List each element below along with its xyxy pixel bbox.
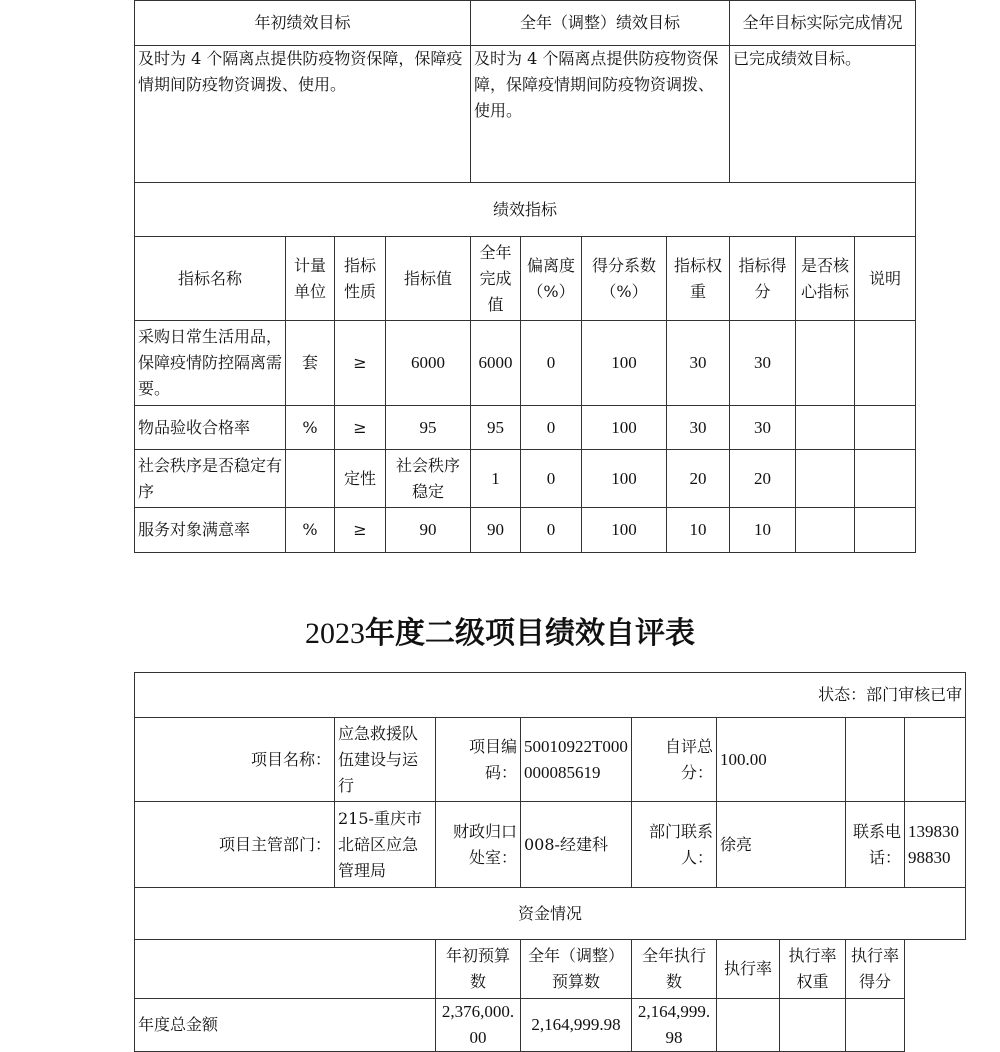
header-rate-weight: 执行率权重 bbox=[780, 940, 846, 999]
indicator-deviation: 0 bbox=[521, 321, 582, 406]
office-value: 008-经建科 bbox=[521, 802, 632, 888]
goal-actual-header: 全年目标实际完成情况 bbox=[730, 1, 916, 46]
indicator-name: 社会秩序是否稳定有序 bbox=[135, 450, 286, 508]
empty-cell bbox=[846, 999, 905, 1052]
table-row bbox=[135, 450, 916, 508]
project-info-row bbox=[135, 718, 966, 802]
header-score: 指标得分 bbox=[730, 237, 796, 321]
contact-label: 部门联系人： bbox=[632, 802, 717, 888]
indicator-nature: 定性 bbox=[335, 450, 386, 508]
performance-goals-table bbox=[134, 0, 916, 553]
header-core: 是否核心指标 bbox=[796, 237, 855, 321]
goal-adjusted-header: 全年（调整）绩效目标 bbox=[471, 1, 730, 46]
header-note: 说明 bbox=[855, 237, 916, 321]
table-row bbox=[135, 999, 966, 1052]
indicator-unit: % bbox=[286, 406, 335, 450]
indicator-deviation: 0 bbox=[521, 508, 582, 553]
department-value: 215-重庆市北碚区应急管理局 bbox=[335, 802, 436, 888]
phone-label: 联系电话： bbox=[846, 802, 905, 888]
goal-actual-text: 已完成绩效目标。 bbox=[730, 46, 916, 183]
total-amount-label: 年度总金额 bbox=[135, 999, 436, 1052]
phone-value: 13983098830 bbox=[905, 802, 966, 888]
indicator-name: 服务对象满意率 bbox=[135, 508, 286, 553]
empty-cell bbox=[905, 718, 966, 802]
total-adjusted-budget: 2,164,999.98 bbox=[521, 999, 632, 1052]
title-text: 年度二级项目绩效自评表 bbox=[365, 617, 695, 650]
self-score-value: 100.00 bbox=[717, 718, 846, 802]
table-row bbox=[135, 406, 916, 450]
department-label: 项目主管部门： bbox=[135, 802, 335, 888]
title-year: 2023 bbox=[305, 617, 365, 650]
header-value: 指标值 bbox=[386, 237, 471, 321]
funds-section-title: 资金情况 bbox=[135, 888, 966, 940]
indicator-actual: 6000 bbox=[471, 321, 521, 406]
header-actual: 全年完成值 bbox=[471, 237, 521, 321]
status-badge: 状态：部门审核已审 bbox=[135, 673, 966, 718]
indicator-core bbox=[796, 321, 855, 406]
indicators-header-row bbox=[135, 237, 916, 321]
indicator-deviation: 0 bbox=[521, 406, 582, 450]
project-self-evaluation-table bbox=[134, 672, 966, 1052]
indicator-weight: 20 bbox=[667, 450, 730, 508]
indicator-actual: 1 bbox=[471, 450, 521, 508]
indicator-actual: 95 bbox=[471, 406, 521, 450]
indicator-coefficient: 100 bbox=[582, 406, 667, 450]
goal-initial-text: 及时为 4 个隔离点提供防疫物资保障，保障疫情期间防疫物资调拨、使用。 bbox=[135, 46, 471, 183]
empty-cell bbox=[135, 940, 436, 999]
indicator-note bbox=[855, 508, 916, 553]
indicator-nature: ≥ bbox=[335, 508, 386, 553]
project-dept-row bbox=[135, 802, 966, 888]
indicator-unit bbox=[286, 450, 335, 508]
header-weight: 指标权重 bbox=[667, 237, 730, 321]
project-name-label: 项目名称： bbox=[135, 718, 335, 802]
indicator-name: 物品验收合格率 bbox=[135, 406, 286, 450]
header-deviation: 偏离度（%） bbox=[521, 237, 582, 321]
indicator-unit: % bbox=[286, 508, 335, 553]
total-executed: 2,164,999.98 bbox=[632, 999, 717, 1052]
indicator-value: 90 bbox=[386, 508, 471, 553]
indicator-deviation: 0 bbox=[521, 450, 582, 508]
empty-cell bbox=[780, 999, 846, 1052]
indicator-note bbox=[855, 321, 916, 406]
indicator-coefficient: 100 bbox=[582, 508, 667, 553]
self-score-label: 自评总分： bbox=[632, 718, 717, 802]
indicator-weight: 30 bbox=[667, 321, 730, 406]
indicator-core bbox=[796, 406, 855, 450]
indicator-nature: ≥ bbox=[335, 406, 386, 450]
empty-cell bbox=[717, 999, 780, 1052]
indicator-unit: 套 bbox=[286, 321, 335, 406]
indicator-actual: 90 bbox=[471, 508, 521, 553]
indicators-section-title: 绩效指标 bbox=[135, 183, 916, 237]
contact-value: 徐亮 bbox=[717, 802, 846, 888]
indicator-value: 社会秩序稳定 bbox=[386, 450, 471, 508]
header-indicator-name: 指标名称 bbox=[135, 237, 286, 321]
table-row bbox=[135, 508, 916, 553]
indicator-weight: 30 bbox=[667, 406, 730, 450]
header-execution-rate: 执行率 bbox=[717, 940, 780, 999]
goal-initial-header: 年初绩效目标 bbox=[135, 1, 471, 46]
project-code-label: 项目编码： bbox=[436, 718, 521, 802]
header-nature: 指标性质 bbox=[335, 237, 386, 321]
indicator-core bbox=[796, 508, 855, 553]
indicator-note bbox=[855, 450, 916, 508]
office-label: 财政归口处室： bbox=[436, 802, 521, 888]
indicator-name: 采购日常生活用品，保障疫情防控隔离需要。 bbox=[135, 321, 286, 406]
table-row bbox=[135, 321, 916, 406]
indicator-value: 95 bbox=[386, 406, 471, 450]
indicator-coefficient: 100 bbox=[582, 321, 667, 406]
project-code-value: 50010922T000000085619 bbox=[521, 718, 632, 802]
goal-adjusted-text: 及时为 4 个隔离点提供防疫物资保障，保障疫情期间防疫物资调拨、使用。 bbox=[471, 46, 730, 183]
indicator-score: 10 bbox=[730, 508, 796, 553]
indicator-score: 30 bbox=[730, 321, 796, 406]
indicator-weight: 10 bbox=[667, 508, 730, 553]
indicator-core bbox=[796, 450, 855, 508]
header-coefficient: 得分系数（%） bbox=[582, 237, 667, 321]
header-adjusted-budget: 全年（调整）预算数 bbox=[521, 940, 632, 999]
page-title bbox=[0, 612, 1000, 656]
indicator-score: 30 bbox=[730, 406, 796, 450]
project-name-value: 应急救援队伍建设与运行 bbox=[335, 718, 436, 802]
indicator-value: 6000 bbox=[386, 321, 471, 406]
indicator-note bbox=[855, 406, 916, 450]
funds-header-row bbox=[135, 940, 966, 999]
indicator-nature: ≥ bbox=[335, 321, 386, 406]
header-unit: 计量单位 bbox=[286, 237, 335, 321]
empty-cell bbox=[846, 718, 905, 802]
header-initial-budget: 年初预算数 bbox=[436, 940, 521, 999]
indicator-score: 20 bbox=[730, 450, 796, 508]
header-executed: 全年执行数 bbox=[632, 940, 717, 999]
total-initial-budget: 2,376,000.00 bbox=[436, 999, 521, 1052]
indicator-coefficient: 100 bbox=[582, 450, 667, 508]
header-rate-score: 执行率得分 bbox=[846, 940, 905, 999]
